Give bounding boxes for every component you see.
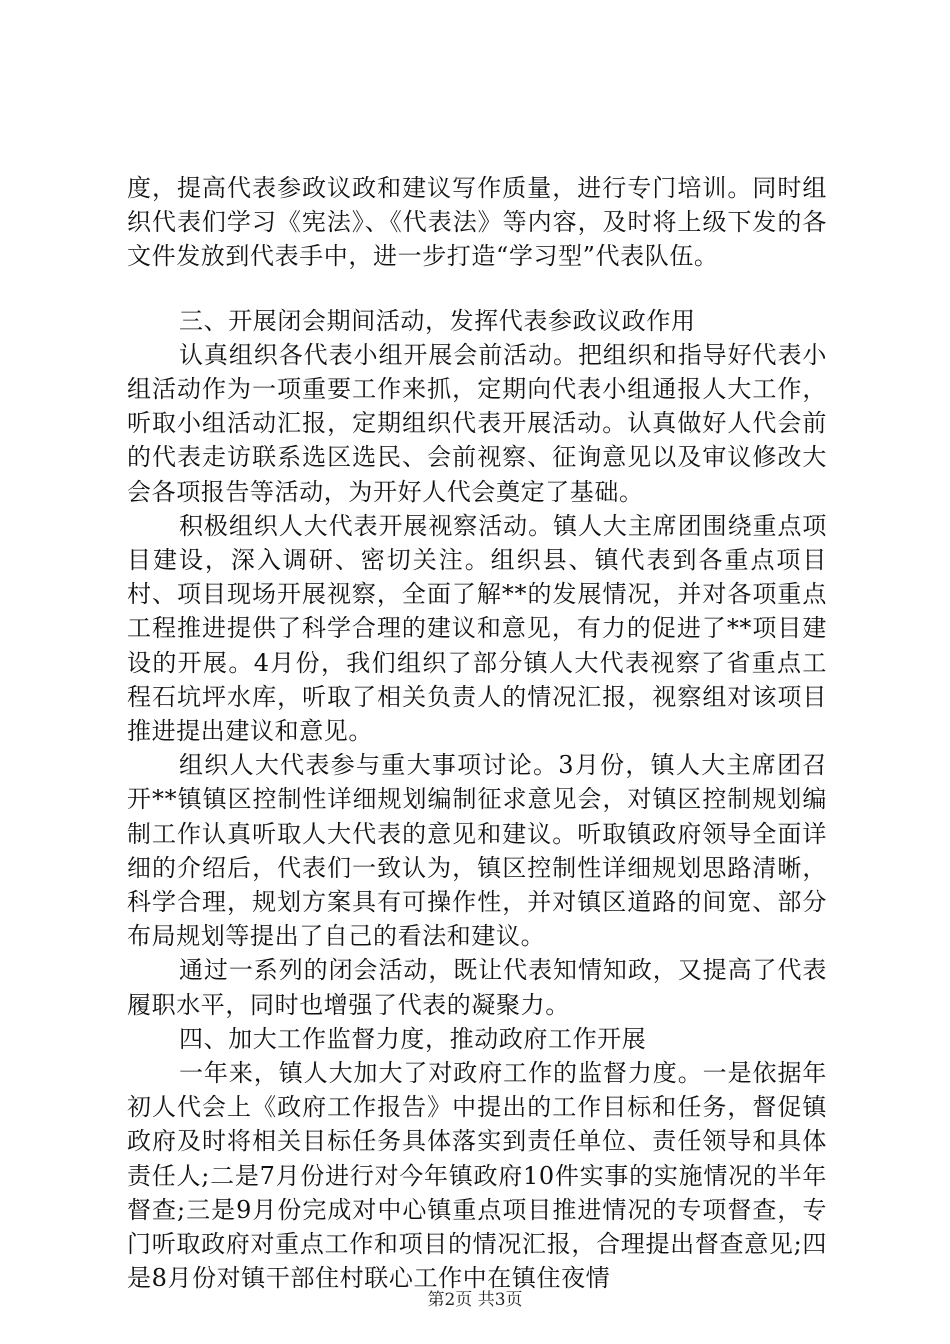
document-body: [127, 171, 827, 1296]
section-heading-4: 四、加大工作监督力度，推动政府工作开展: [179, 1024, 647, 1053]
paragraph: 认真组织各代表小组开展会前活动。把组织和指导好代表小组活动作为一项重要工作来抓，定期向代表小组通报人大工作，听取小组活动汇报，定期组织代表开展活动。认真做好人代会前的代表走访联系选区选民、会前视察、征询意见以及审议修改大会各项报告等活动，为开好人代会奠定了基础。: [127, 340, 827, 506]
paragraph: 一年来，镇人大加大了对政府工作的监督力度。一是依据年初人代会上《政府工作报告》中提出的工作目标和任务，督促镇政府及时将相关目标任务具体落实到责任单位、责任领导和具体责任人;二是7月份进行对今年镇政府10件实事的实施情况的半年督查;三是9月份完成对中心镇重点项目推进情况的专项督查，专门听取政府对重点工作和项目的情况汇报，合理提出督查意见;四是8月份对镇干部住村联心工作中在镇住夜情: [127, 1059, 827, 1293]
section-heading-3: 三、开展闭会期间活动，发挥代表参政议政作用: [179, 306, 696, 335]
paragraph-gap: [127, 274, 827, 304]
paragraph: 组织人大代表参与重大事项讨论。3月份，镇人大主席团召开**镇镇区控制性详细规划编制征求意见会，对镇区控制规划编制工作认真听取人大代表的意见和建议。听取镇政府领导全面详细的介绍后，代表们一致认为，镇区控制性详细规划思路清晰，科学合理，规划方案具有可操作性，并对镇区道路的间宽、部分布局规划等提出了自己的看法和建议。: [127, 751, 827, 951]
paragraph: 通过一系列的闭会活动，既让代表知情知政，又提高了代表履职水平，同时也增强了代表的凝聚力。: [127, 956, 827, 1019]
paragraph: 积极组织人大代表开展视察活动。镇人大主席团围绕重点项目建设，深入调研、密切关注。组织县、镇代表到各重点项目村、项目现场开展视察，全面了解**的发展情况，并对各项重点工程推进提供了科学合理的建议和意见，有力的促进了**项目建设的开展。4月份，我们组织了部分镇人大代表视察了省重点工程石坑坪水库，听取了相关负责人的情况汇报，视察组对该项目推进提出建议和意见。: [127, 511, 827, 746]
paragraph-continuation: 度，提高代表参政议政和建议写作质量，进行专门培训。同时组织代表们学习《宪法》、《代表法》等内容，及时将上级下发的各文件发放到代表手中，进一步打造“学习型”代表队伍。: [127, 174, 827, 271]
page-footer: 第2页 共3页: [427, 1290, 523, 1310]
